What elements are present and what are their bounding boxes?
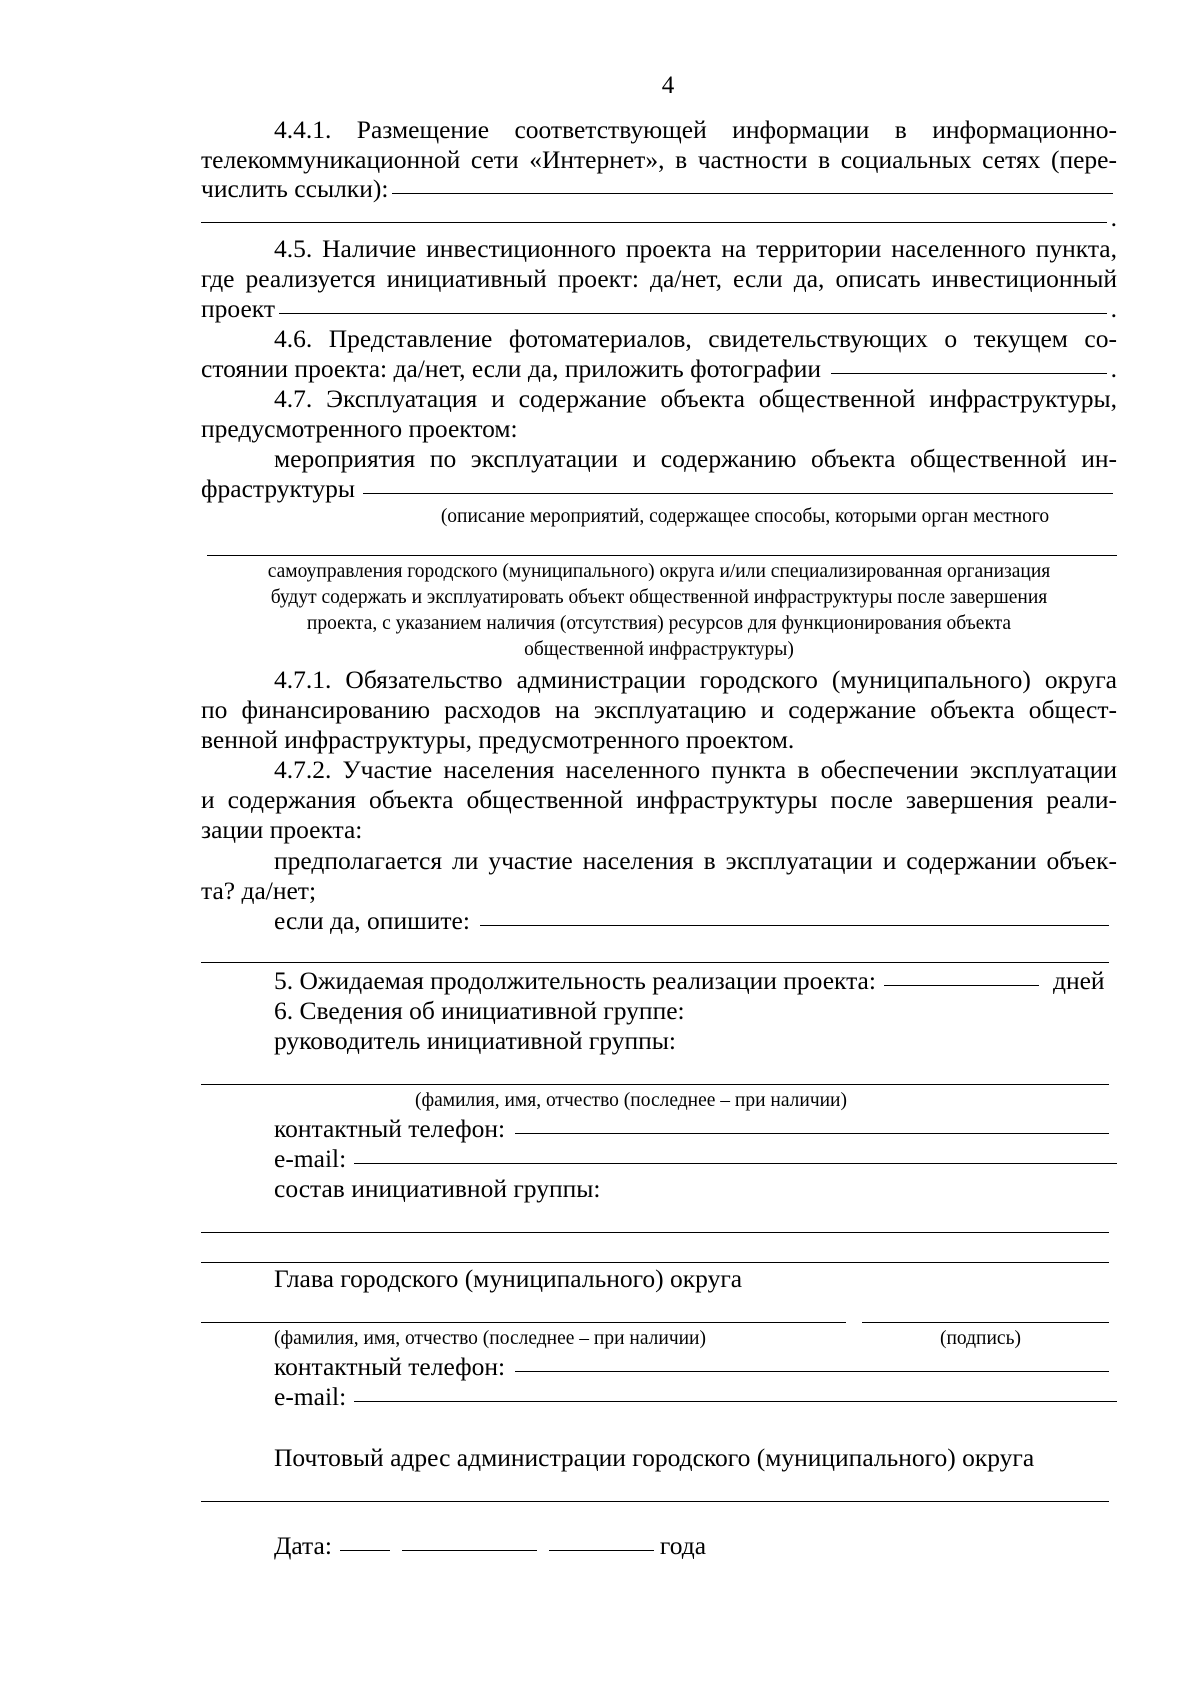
p47-line4 (201, 474, 1117, 504)
investment-project-field[interactable] (279, 313, 1107, 314)
p472-line6-text: если да, опишите: (274, 906, 470, 935)
p5-unit: дней (1052, 966, 1105, 995)
p6-line2: руководитель инициативной группы: (274, 1026, 676, 1055)
p46-line2 (201, 354, 1117, 384)
p441-line1: 4.4.1. Размещение соответствующей информации в информационно- (274, 115, 1117, 144)
date-line (274, 1531, 1117, 1561)
p441-end-dot: . (1110, 203, 1117, 232)
date-suffix: года (659, 1531, 707, 1560)
p472-line3: зации проекта: (201, 815, 363, 844)
date-month-field[interactable] (402, 1550, 537, 1551)
p471-line2: по финансированию расходов на эксплуатацию и содержание объекта общест- (201, 695, 1117, 724)
date-label: Дата: (274, 1531, 332, 1560)
p441-line3-text: числить ссылки): (201, 174, 389, 203)
p6-phone-label: контактный телефон: (274, 1114, 506, 1143)
members-field-1[interactable] (201, 1232, 1109, 1233)
p45-line3 (201, 294, 1117, 324)
p472-line5: та? да/нет; (201, 876, 317, 905)
p472-line2: и содержания объекта общественной инфраструктуры после завершения реали- (201, 785, 1117, 814)
p472-line1: 4.7.2. Участие населения населенного пункта в обеспечении эксплуатации (274, 755, 1117, 784)
photos-field[interactable] (831, 373, 1107, 374)
p45-end-dot: . (1110, 294, 1117, 323)
leader-name-field[interactable] (201, 1084, 1109, 1085)
duration-days-field[interactable] (884, 985, 1039, 986)
maintenance-field-2[interactable] (207, 555, 1117, 556)
head-note-sign: (подпись) (940, 1328, 1021, 1349)
p47-note-line4: проекта, с указанием наличия (отсутствия) ресурсов для функционирования объекта (306, 613, 1012, 634)
p441-line4 (201, 203, 1117, 233)
p5-line (274, 966, 1117, 996)
page-number: 4 (661, 72, 675, 99)
p45-line1: 4.5. Наличие инвестиционного проекта на территории населенного пункта, (274, 234, 1117, 263)
p6-note-fio: (фамилия, имя, отчество (последнее – при наличии) (415, 1090, 847, 1111)
head-signature-field[interactable] (862, 1322, 1109, 1323)
p6-email-label: e-mail: (274, 1144, 347, 1173)
head-name-field[interactable] (201, 1322, 846, 1323)
participation-field-1[interactable] (480, 925, 1109, 926)
p47-note-line3: будут содержать и эксплуатировать объект общественной инфраструктуры после завершения (270, 587, 1048, 608)
participation-field-2[interactable] (201, 962, 1109, 963)
p47-note-line2: самоуправления городского (муниципального) округа и/или специализированная организация (267, 561, 1051, 582)
links-field-2[interactable] (201, 222, 1107, 223)
head-phone-label: контактный телефон: (274, 1352, 506, 1381)
head-note-fio: (фамилия, имя, отчество (последнее – при наличии) (274, 1328, 706, 1349)
head-email-field[interactable] (354, 1401, 1117, 1402)
p6-members-label: состав инициативной группы: (274, 1174, 601, 1203)
members-field-2[interactable] (201, 1262, 1109, 1263)
head-email-line (274, 1382, 1117, 1412)
p6-phone-line (274, 1114, 1117, 1144)
p471-line1: 4.7.1. Обязательство администрации городского (муниципального) округа (274, 665, 1117, 694)
p46-line1: 4.6. Представление фотоматериалов, свидетельствующих о текущем со- (274, 324, 1117, 353)
postal-label: Почтовый адрес администрации городского (муниципального) округа (274, 1443, 1035, 1472)
p47-note-line1: (описание мероприятий, содержащее способы, которыми орган местного (440, 506, 1050, 527)
p441-line2: телекоммуникационной сети «Интернет», в частности в социальных сетях (пере- (201, 145, 1117, 174)
p6-line1: 6. Сведения об инициативной группе: (274, 996, 685, 1025)
date-day-field[interactable] (340, 1550, 390, 1551)
p441-line3 (201, 174, 1117, 204)
leader-email-field[interactable] (354, 1163, 1117, 1164)
p6-email-line (274, 1144, 1117, 1174)
maintenance-field-1[interactable] (363, 493, 1113, 494)
date-year-field[interactable] (549, 1550, 654, 1551)
p47-note-line5: общественной инфраструктуры) (524, 639, 794, 660)
postal-address-field[interactable] (201, 1501, 1109, 1502)
p45-line2: где реализуется инициативный проект: да/нет, если да, описать инвестиционный (201, 264, 1117, 293)
p47-line3: мероприятия по эксплуатации и содержанию объекта общественной ин- (274, 444, 1117, 473)
head-title: Глава городского (муниципального) округа (274, 1264, 743, 1293)
p45-line3-text: проект (201, 294, 275, 323)
p471-line3: венной инфраструктуры, предусмотренного проектом. (201, 725, 795, 754)
p5-label: 5. Ожидаемая продолжительность реализации проекта: (274, 966, 876, 995)
p47-line1: 4.7. Эксплуатация и содержание объекта общественной инфраструктуры, (274, 384, 1117, 413)
links-field-1[interactable] (392, 193, 1113, 194)
p46-end-dot: . (1110, 354, 1117, 383)
leader-phone-field[interactable] (515, 1133, 1109, 1134)
head-phone-line (274, 1352, 1117, 1382)
p472-line4: предполагается ли участие населения в эксплуатации и содержании объек- (274, 846, 1117, 875)
p47-line4-text: фраструктуры (201, 474, 356, 503)
head-phone-field[interactable] (515, 1371, 1109, 1372)
p46-line2-text: стоянии проекта: да/нет, если да, приложить фотографии (201, 354, 822, 383)
p472-line6 (274, 906, 1117, 936)
p47-line2: предусмотренного проектом: (201, 414, 518, 443)
head-email-label: e-mail: (274, 1382, 347, 1411)
